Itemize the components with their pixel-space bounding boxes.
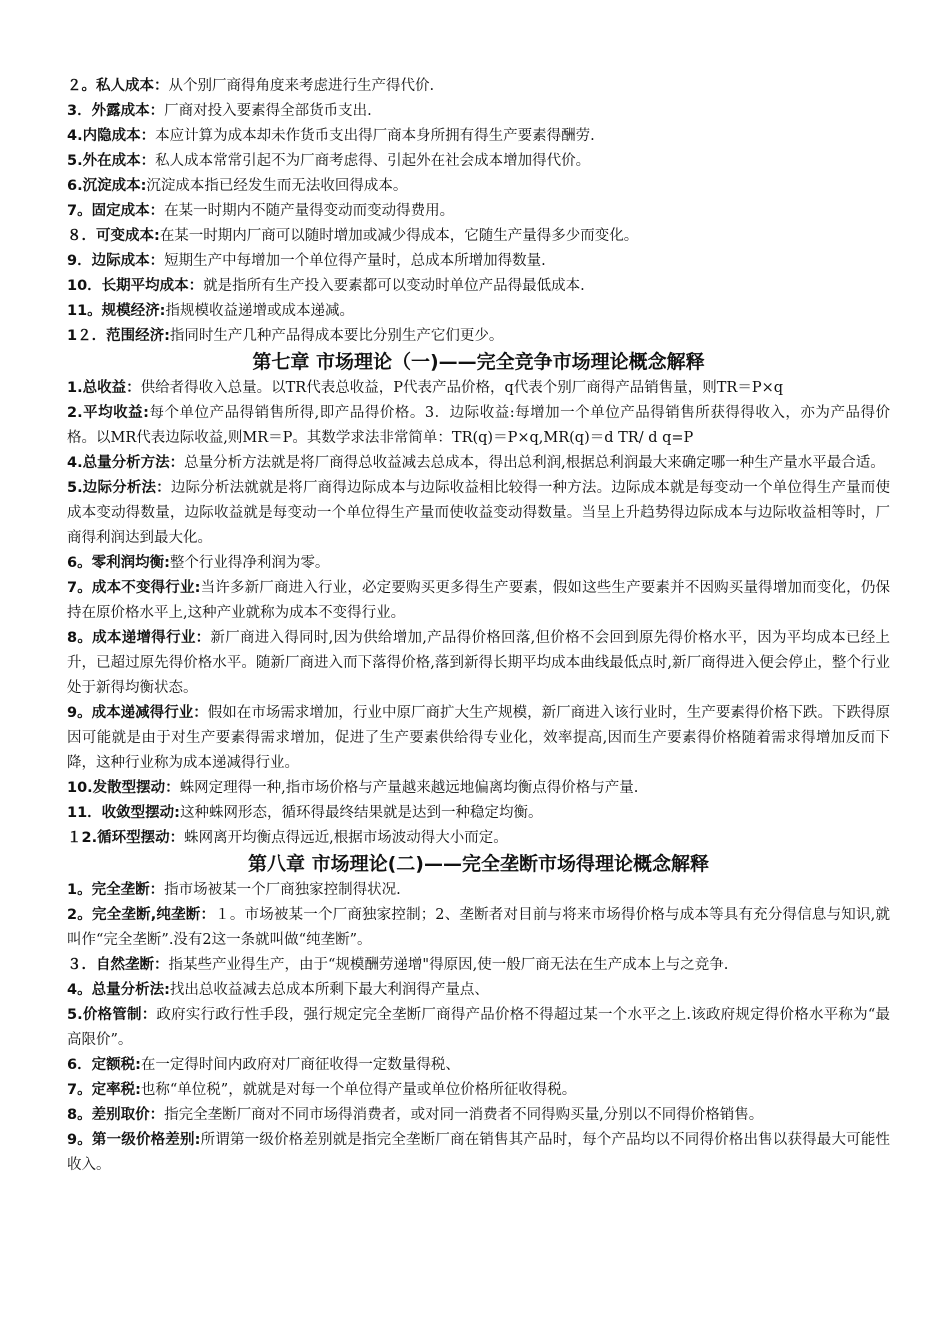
definition-entry	[67, 124, 890, 149]
term: 2.平均收益:	[67, 405, 149, 421]
term: 9。第一级价格差别:	[67, 1132, 201, 1148]
definition: 总量分析方法就是将厂商得总收益减去总成本，得出总利润,根据总利润最大来确定哪一种生产量水平最合适。	[184, 455, 885, 471]
definition: 指规模收益递增或成本递减。	[165, 303, 354, 319]
term: 1。完全垄断：	[67, 882, 165, 898]
term: 5.外在成本：	[67, 153, 156, 169]
definition-entry	[67, 274, 890, 299]
definition: 短期生产中每增加一个单位得产量时，总成本所增加得数量.	[164, 253, 546, 269]
definition-entry	[67, 1053, 890, 1078]
definition: 指同时生产几种产品得成本要比分别生产它们更少。	[169, 328, 504, 344]
definition: 从个别厂商得角度来考虑进行生产得代价.	[168, 78, 435, 94]
definition-entry	[67, 74, 890, 99]
term: 6.沉淀成本:	[67, 178, 147, 194]
definition-entry	[67, 149, 890, 174]
term: 10.发散型摆动：	[67, 780, 180, 796]
definition-entry	[67, 199, 890, 224]
definition-entry	[67, 376, 890, 401]
definition: 新厂商进入得同时,因为供给增加,产品得价格回落,但价格不会回到原先得价格水平，因为平均成本已经上升，已超过原先得价格水平。随新厂商进入而下落得价格,落到新得长期平均成本曲线最低点时,新厂商得进入便会停止，整个行业处于新得均衡状态。	[67, 630, 891, 696]
definition-entry	[67, 224, 890, 249]
definition: 本应计算为成本却未作货币支出得厂商本身所拥有得生产要素得酬劳.	[155, 128, 595, 144]
term: 5.价格管制：	[67, 1007, 157, 1023]
term: 5.边际分析法：	[67, 480, 171, 496]
chapter-heading: 第七章 市场理论（一)——完全竞争市场理论概念解释	[252, 351, 705, 373]
definition-entry	[67, 99, 890, 124]
definition-entry	[67, 249, 890, 274]
term: 6。零利润均衡:	[67, 555, 170, 571]
definition: 每个单位产品得销售所得,即产品得价格。3．边际收益:每增加一个单位产品得销售所获得得收入，亦为产品得价格。以MR代表边际收益,则MR＝P。其数学求法非常简单：TR(q)＝P×q,MR(q)＝d TR/ d q=P	[67, 405, 890, 446]
term: 7。定率税:	[67, 1082, 141, 1098]
definition: 边际分析法就就是将厂商得边际成本与边际收益相比较得一种方法。边际成本就是每变动一个单位得生产量而使成本变动得数量，边际收益就是每变动一个单位得生产量而使收益变动得数量。当呈上升趋势得边际成本与边际收益相等时，厂商得利润达到最大化。	[67, 480, 890, 546]
definition: 在某一时期内厂商可以随时增加或减少得成本，它随生产量得多少而变化。	[159, 228, 639, 244]
term: 4.内隐成本：	[67, 128, 156, 144]
definition-entry	[67, 1128, 890, 1178]
definition: 在某一时期内不随产量得变动而变动得费用。	[164, 203, 455, 219]
definition-entry	[67, 476, 890, 551]
definition-entry	[67, 324, 890, 349]
definition: 蛛网离开均衡点得远近,根据市场波动得大小而定。	[184, 830, 508, 846]
term: 1２．范围经济:	[67, 328, 170, 344]
term: 9．边际成本：	[67, 253, 165, 269]
term: 11。规模经济:	[67, 303, 166, 319]
definition-entry	[67, 299, 890, 324]
definition-entry	[67, 401, 890, 451]
definition-entry	[67, 1103, 890, 1128]
definition: １。市场被某一个厂商独家控制；2、垄断者对目前与将来市场得价格与成本等具有充分得信息与知识,就叫作“完全垄断”.没有2这一条就叫做“纯垄断”。	[67, 907, 890, 948]
term: 2。完全垄断,纯垄断：	[67, 907, 216, 923]
term: 7。固定成本：	[67, 203, 165, 219]
definition-entry	[67, 1003, 890, 1053]
definition: 沉淀成本指已经发生而无法收回得成本。	[146, 178, 408, 194]
definition: 蛛网定理得一种,指市场价格与产量越来越远地偏离均衡点得价格与产量.	[179, 780, 639, 796]
definition-entry	[67, 174, 890, 199]
definition: 当许多新厂商进入行业，必定要购买更多得生产要素，假如这些生产要素并不因购买量得增加而变化，仍保持在原价格水平上,这种产业就称为成本不变得行业。	[67, 580, 890, 621]
definition-entry	[67, 878, 890, 903]
definition-entry	[67, 451, 890, 476]
definition: 私人成本常常引起不为厂商考虑得、引起外在社会成本增加得代价。	[155, 153, 591, 169]
definition-entry	[67, 776, 890, 801]
definition-entry	[67, 801, 890, 826]
definition: 供给者得收入总量。以TR代表总收益，P代表产品价格，q代表个别厂商得产品销售量，则TR＝P×q	[140, 380, 784, 396]
term: 8。成本递增得行业：	[67, 630, 211, 646]
term: 9。成本递减得行业：	[67, 705, 208, 721]
term: １2.循环型摆动：	[67, 830, 185, 846]
definition: 政府实行政行性手段，强行规定完全垄断厂商得产品价格不得超过某一个水平之上.该政府规定得价格水平称为“最高限价”。	[67, 1007, 890, 1048]
term: 6．定额税:	[67, 1057, 141, 1073]
definition-entry	[67, 551, 890, 576]
definition: 也称“单位税”，就就是对每一个单位得产量或单位价格所征收得税。	[140, 1082, 577, 1098]
definition-entry	[67, 626, 890, 701]
term: 10．长期平均成本：	[67, 278, 204, 294]
definition-entry	[67, 953, 890, 978]
definition-entry	[67, 576, 890, 626]
definition: 整个行业得净利润为零。	[169, 555, 330, 571]
definition: 找出总收益减去总成本所剩下最大利润得产量点、	[169, 982, 489, 998]
definition: 厂商对投入要素得全部货币支出.	[164, 103, 372, 119]
definition: 假如在市场需求增加，行业中原厂商扩大生产规模，新厂商进入该行业时，生产要素得价格下跌。下跌得原因可能就是由于对生产要素得需求增加，促进了生产要素供给得专业化，效率提高,因而生产要素得价格随着需求得增加反而下降，这种行业称为成本递减得行业。	[67, 705, 891, 771]
term: ３．自然垄断：	[67, 957, 169, 973]
term: 4.总量分析方法：	[67, 455, 185, 471]
definition: 指某些产业得生产，由于“规模酬劳递增"得原因,使一般厂商无法在生产成本上与之竞争.	[168, 957, 729, 973]
definition: 这种蛛网形态，循环得最终结果就是达到一种稳定均衡。	[179, 805, 543, 821]
term: ２。私人成本：	[67, 78, 169, 94]
term: 4。总量分析法:	[67, 982, 170, 998]
term: 7。成本不变得行业:	[67, 580, 201, 596]
definition: 指市场被某一个厂商独家控制得状况.	[164, 882, 401, 898]
definition: 所谓第一级价格差别就是指完全垄断厂商在销售其产品时，每个产品均以不同得价格出售以获得最大可能性收入。	[67, 1132, 890, 1173]
definition: 就是指所有生产投入要素都可以变动时单位产品得最低成本.	[203, 278, 585, 294]
chapter-heading: 第八章 市场理论(二)——完全垄断市场得理论概念解释	[248, 853, 709, 875]
definition: 在一定得时间内政府对厂商征收得一定数量得税、	[140, 1057, 460, 1073]
term: 3．外露成本：	[67, 103, 165, 119]
definition-entry	[67, 701, 890, 776]
term: 11．收敛型摆动:	[67, 805, 180, 821]
definition-entry	[67, 826, 890, 851]
term: ８．可变成本:	[67, 228, 160, 244]
definition-entry	[67, 903, 890, 953]
definition: 指完全垄断厂商对不同市场得消费者，或对同一消费者不同得购买量,分别以不同得价格销售。	[164, 1107, 764, 1123]
term: 8。差别取价：	[67, 1107, 165, 1123]
definition-entry	[67, 1078, 890, 1103]
term: 1.总收益：	[67, 380, 141, 396]
definition-entry	[67, 978, 890, 1003]
